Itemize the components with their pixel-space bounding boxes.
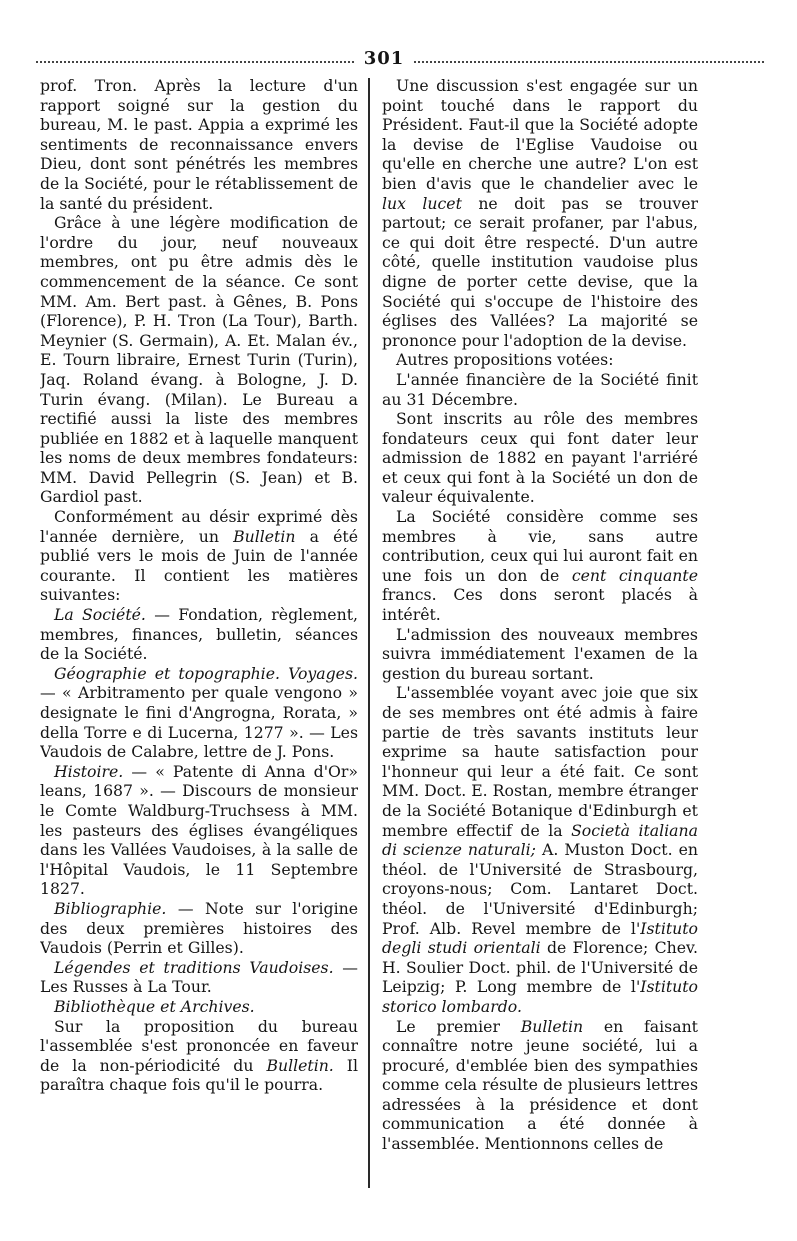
header-rule-right (414, 61, 764, 63)
paragraph-new-members: Grâce à une légère modification de l'ordre du jour, neuf nouveaux membres, ont pu être admis dès le commencement de la séance. Ce sont MM. Am. Bert past. à Gênes, B. Pons (Florence), P. H. Tron (La Tour), Barth. Meynier (S. Germain), A. Et. Malan év., E. Tourn libraire, Ernest Turin (Turin), Jaq. Roland évang. à Bologne, J. D. Turin évang. (Milan). Le Bureau a rectifié aussi la liste des membres publiée en 1882 et à laquelle manquent les noms de deux membres fondateurs: MM. David Pellegrin (S. Jean) et B. Gardiol past. (40, 213, 358, 507)
section-bibliotheque: Bibliothèque et Archives. (54, 996, 255, 1016)
section-societe: La Société. — Fondation, règlement, membres, finances, bulletin, séances de la Société. (40, 605, 358, 664)
left-column (40, 76, 358, 1181)
section-bibliographie: Bibliographie. — Note sur l'origine des deux premières histoires des Vaudois (Perrin et Gilles). (40, 898, 358, 958)
paragraph-instituts: L'assemblée voyant avec joie que six de ses membres ont été admis à faire partie de très savants instituts leur exprime sa haute satisfaction pour l'honneur qui leur a été fait. Ce sont MM. Doct. E. Rostan, membre étranger de la Société Botanique d'Edinburgh et membre effectif de la Società italiana di scienze naturali; A. Muston Doct. en théol. de l'Université de Strasbourg, croyons-nous; Com. Lantaret Doct. théol. de l'Université d'Edinburgh; Prof. Alb. Revel membre de l'Istituto degli studi orientali de Florence; Chev. H. Soulier Doct. phil. de l'Université de Leipzig; P. Long membre de l'Istituto storico lombardo. (382, 683, 698, 1016)
section-geographie: Géographie et topographie. Voyages. — « Arbitramento per quale vengono » designate le fini d'Angrogna, Rorata, » della Torre e di Lucerna, 1277 ». — Les Vaudois de Calabre, lettre de J. Pons. (40, 663, 358, 762)
paragraph-propositions: Autres propositions votées: (396, 350, 614, 370)
section-histoire: Histoire. — « Patente di Anna d'Or» leans, 1687 ». — Discours de monsieur le Comte Waldburg-Truchsess à MM. les pasteurs des églises évangéliques dans les Vallées Vaudoises, à la salle de l'Hôpital Vaudois, le 11 Septembre 1827. (40, 761, 358, 899)
column-divider (368, 78, 370, 1188)
right-column (382, 76, 698, 1181)
section-legendes: Légendes et traditions Vaudoises. — Les Russes à La Tour. (40, 957, 358, 997)
paragraph-membres-fondateurs: Sont inscrits au rôle des membres fondateurs ceux qui font dater leur admission de 1882 en payant l'arriéré et ceux qui font à la Société un don de valeur équivalente. (382, 409, 698, 507)
paragraph-devise: Une discussion s'est engagée sur un point touché dans le rapport du Président. Faut-il que la Société adopte la devise de l'Eglise Vaudoise ou qu'elle en cherche une autre? L'on est bien d'avis que le chandelier avec le lux lucet ne doit pas se trouver partout; ce serait profaner, par l'abus, ce qui doit être respecté. D'un autre côté, quelle institution vaudoise plus digne de porter cette devise, que la Société qui s'occupe de l'histoire des églises des Vallées? La majorité se prononce pour l'adoption de la devise. (382, 76, 698, 350)
paragraph-premier-bulletin: Le premier Bulletin en faisant connaître notre jeune société, lui a procuré, d'emblée bien des sympathies comme cela résulte de plusieurs lettres adressées à la présidence et dont communication a été donnée à l'assemblée. Mentionnons celles de (382, 1016, 698, 1154)
paragraph-bulletin: Conformément au désir exprimé dès l'année dernière, un Bulletin a été publié vers le mois de Juin de l'année courante. Il contient les matières suivantes: (40, 507, 358, 605)
paragraph-report: prof. Tron. Après la lecture d'un rapport soigné sur la gestion du bureau, M. le past. Appia a exprimé les sentiments de reconnaissance envers Dieu, dont sont pénétrés les membres de la Société, pour le rétablissement de la santé du président. (40, 76, 358, 213)
paragraph-membres-a-vie: La Société considère comme ses membres à vie, sans autre contribution, ceux qui lui auront fait en une fois un don de cent cinquante francs. Ces dons seront placés à intérêt. (382, 507, 698, 625)
page-header (36, 48, 764, 72)
page-number: 301 (363, 48, 405, 69)
paragraph-annee-financiere: L'année financière de la Société finit au 31 Décembre. (382, 369, 698, 409)
paragraph-admission: L'admission des nouveaux membres suivra immédiatement l'examen de la gestion du bureau sortant. (382, 624, 698, 683)
paragraph-non-periodicite: Sur la proposition du bureau l'assemblée s'est prononcée en faveur de la non-périodicité du Bulletin. Il paraîtra chaque fois qu'il le pourra. (40, 1016, 358, 1095)
header-rule-left (36, 61, 354, 63)
